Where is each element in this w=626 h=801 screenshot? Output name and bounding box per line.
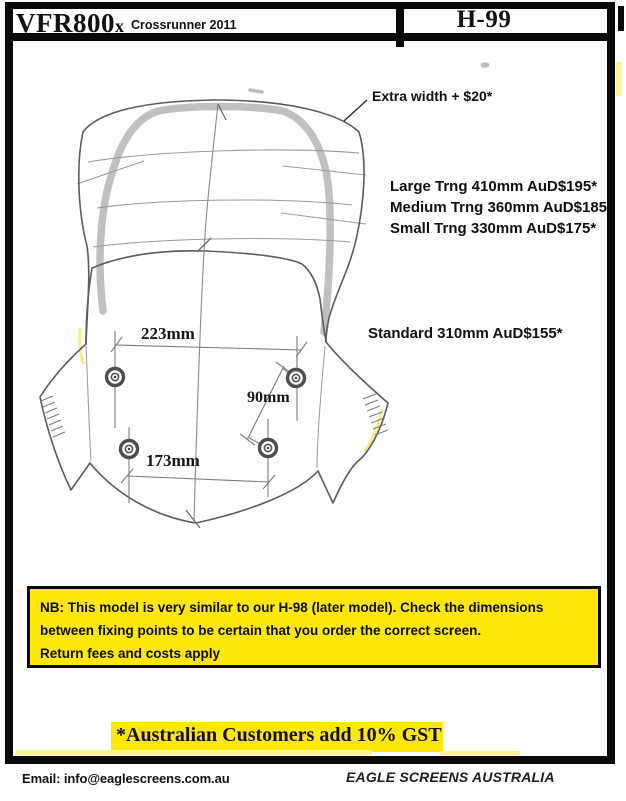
dimension-label-173mm: 173mm <box>146 451 200 470</box>
screen-code: H-99 <box>456 6 512 33</box>
nb-warning-box <box>27 586 601 668</box>
extra-width-pointer-line <box>344 100 367 121</box>
yellow-residue-marks <box>80 328 382 451</box>
footer-email: Email: info@eaglescreens.com.au <box>22 771 230 786</box>
nb-line-3: Return fees and costs apply <box>40 646 221 661</box>
standard-option: Standard 310mm AuD$155* <box>368 325 563 342</box>
size-option-large: Large Trng 410mm AuD$195* <box>390 178 598 195</box>
gst-note: *Australian Customers add 10% GST <box>116 724 442 746</box>
nb-line-1: NB: This model is very similar to our H-98 (later model). Check the dimensions <box>40 600 544 615</box>
dimension-label-90mm: 90mm <box>247 389 290 406</box>
fixing-point-lower-right <box>260 440 277 457</box>
model-name: VFR800 <box>16 8 115 38</box>
masking-band <box>100 107 330 333</box>
size-option-medium: Medium Trng 360mm AuD$185* <box>390 199 613 216</box>
gray-smudge-dot <box>481 62 490 68</box>
extra-width-note: Extra width + $20* <box>372 88 493 104</box>
highlighter-streak-left <box>16 750 372 755</box>
fixing-point-upper-right <box>288 370 305 387</box>
gray-smudge-top <box>250 90 262 92</box>
dimension-lines <box>111 331 307 503</box>
size-price-list <box>390 176 613 239</box>
fixing-point-upper-left <box>107 369 124 386</box>
model-suffix: x <box>115 16 124 36</box>
wing-hatching <box>41 394 388 437</box>
highlighter-streak-edge <box>616 62 622 96</box>
size-option-small: Small Trng 330mm AuD$175* <box>390 220 597 237</box>
footer-company-name: EAGLE SCREENS AUSTRALIA <box>346 769 555 785</box>
fixing-point-lower-left <box>121 441 138 458</box>
dimension-label-223mm: 223mm <box>141 324 195 343</box>
highlighter-streak-right <box>440 751 520 755</box>
nb-line-2: between fixing points to be certain that you order the correct screen. <box>40 623 482 638</box>
windscreen-outline <box>40 100 388 523</box>
model-submodel: Crossrunner 2011 <box>131 18 237 32</box>
fixing-points <box>107 369 305 458</box>
